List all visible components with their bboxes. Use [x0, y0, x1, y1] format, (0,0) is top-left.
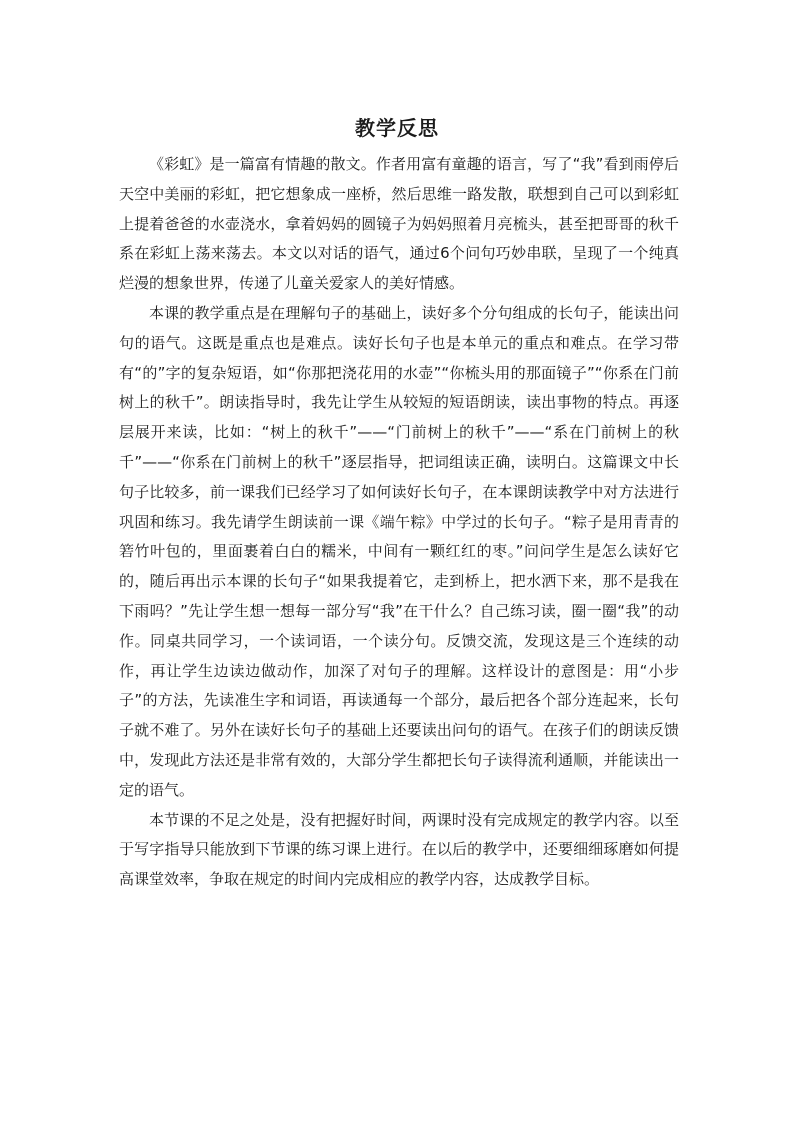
paragraph-intro: 《彩虹》是一篇富有情趣的散文。作者用富有童趣的语言，写了“我”看到雨停后天空中美丽的彩虹，把它想象成一座桥，然后思维一路发散，联想到自己可以到彩虹上提着爸爸的水壶浇水，拿着妈妈的圆镜子为妈妈照着月亮梳头，甚至把哥哥的秋千系在彩虹上荡来荡去。本文以对话的语气，通过6个问句巧妙串联，呈现了一个纯真烂漫的想象世界，传递了儿童关爱家人的美好情感。 — [119, 155, 679, 293]
paragraph-shortcomings: 本节课的不足之处是，没有把握好时间，两课时没有完成规定的教学内容。以至于写字指导只能放到下节课的练习课上进行。在以后的教学中，还要细细琢磨如何提高课堂效率，争取在规定的时间内完成相应的教学内容，达成教学目标。 — [119, 810, 679, 889]
document-title: 教学反思 — [355, 116, 439, 140]
paragraph-teaching-focus: 本课的教学重点是在理解句子的基础上，读好多个分句组成的长句子，能读出问句的语气。这既是重点也是难点。读好长句子也是本单元的重点和难点。在学习带有“的”字的复杂短语，如“你那把浇花用的水壶”“你梳头用的那面镜子”“你系在门前树上的秋千”。朗读指导时，我先让学生从较短的短语朗读，读出事物的特点。再逐层展开来读，比如：“树上的秋千”——“门前树上的秋千”——“系在门前树上的秋千”——“你系在门前树上的秋千”逐层指导，把词组读正确，读明白。这篇课文中长句子比较多，前一课我们已经学习了如何读好长句子，在本课朗读教学中对方法进行巩固和练习。我先请学生朗读前一课《端午粽》中学过的长句子。“粽子是用青青的箬竹叶包的，里面裹着白白的糯米，中间有一颗红红的枣。”问问学生是怎么读好它的，随后再出示本课的长句子“如果我提着它，走到桥上，把水洒下来，那不是我在下雨吗？”先让学生想一想每一部分写“我”在干什么？自己练习读，圈一圈“我”的动作。同桌共同学习，一个读词语，一个读分句。反馈交流，发现这是三个连续的动作，再让学生边读边做动作，加深了对句子的理解。这样设计的意图是：用“小步子”的方法，先读准生字和词语，再读通每一个部分，最后把各个部分连起来，长句子就不难了。另外在读好长句子的基础上还要读出问句的语气。在孩子们的朗读反馈中，发现此方法还是非常有效的，大部分学生都把长句子读得流利通顺，并能读出一定的语气。 — [119, 303, 679, 799]
document-body — [119, 150, 679, 895]
